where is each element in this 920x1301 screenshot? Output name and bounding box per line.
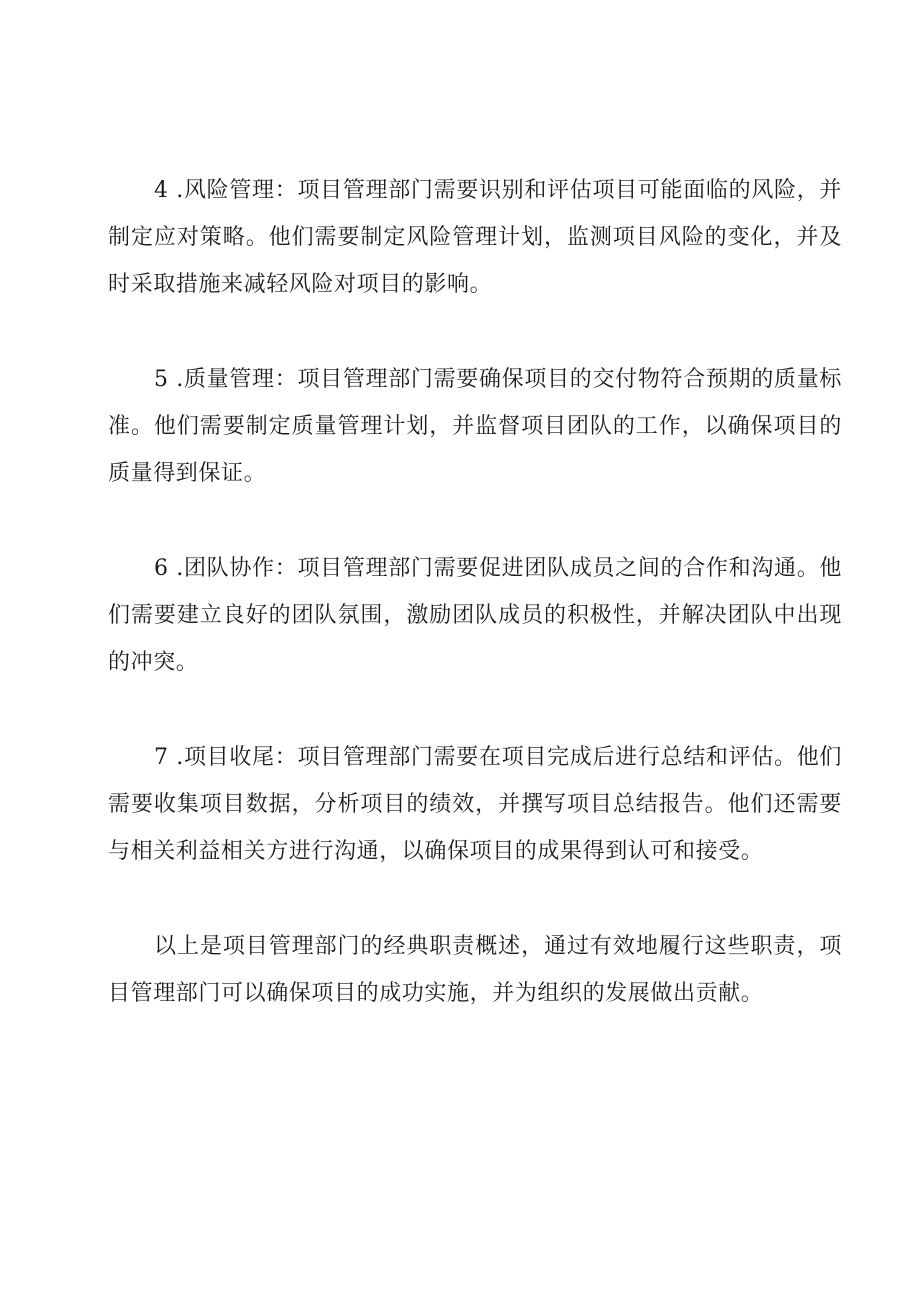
paragraph-summary: 以上是项目管理部门的经典职责概述，通过有效地履行这些职责，项目管理部门可以确保项目的成功实施，并为组织的发展做出贡献。	[108, 934, 842, 1006]
paragraph-quality-management: 5 .质量管理：项目管理部门需要确保项目的交付物符合预期的质量标准。他们需要制定质量管理计划，并监督项目团队的工作，以确保项目的质量得到保证。	[108, 367, 842, 486]
paragraph-project-closure: 7 .项目收尾：项目管理部门需要在项目完成后进行总结和评估。他们需要收集项目数据，分析项目的绩效，并撰写项目总结报告。他们还需要与相关利益相关方进行沟通，以确保项目的成果得到认可和接受。	[108, 745, 842, 864]
paragraph-team-collaboration: 6 .团队协作：项目管理部门需要促进团队成员之间的合作和沟通。他们需要建立良好的团队氛围，激励团队成员的积极性，并解决团队中出现的冲突。	[108, 556, 842, 675]
paragraph-risk-management: 4 .风险管理：项目管理部门需要识别和评估项目可能面临的风险，并制定应对策略。他们需要制定风险管理计划，监测项目风险的变化，并及时采取措施来减轻风险对项目的影响。	[108, 178, 842, 297]
document-body	[108, 167, 842, 1065]
